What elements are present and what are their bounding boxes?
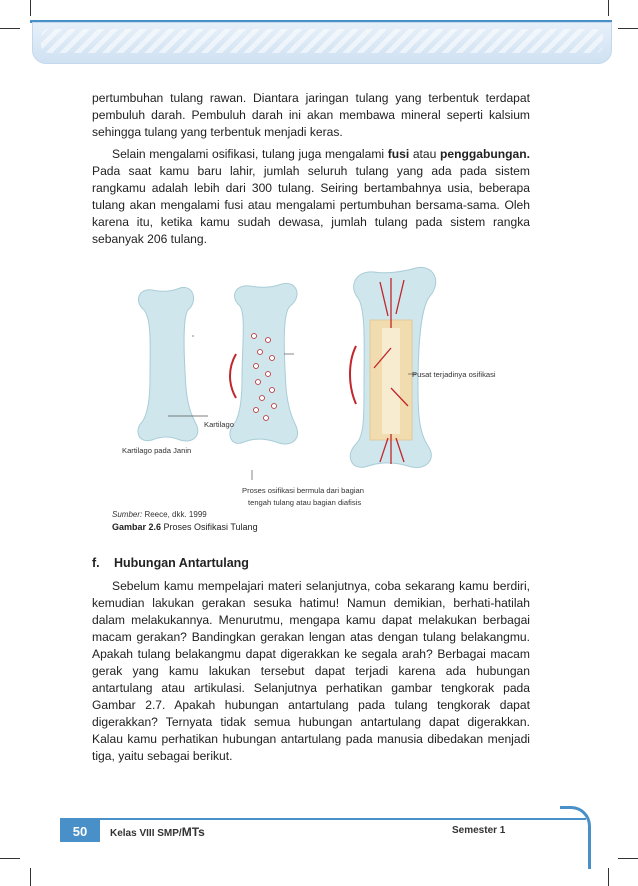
section-number: f. [92, 556, 100, 570]
crop-mark [30, 0, 31, 16]
label-kartilago: Kartilago [204, 420, 234, 429]
ossification-illustration [112, 258, 532, 508]
crop-mark [0, 858, 20, 859]
paragraph-text: Pada saat kamu baru lahir, jumlah seluruh tulang yang ada pada sistem rangkamu adalah lebih dari 300 tulang. Seiring bertambahnya usia, beberapa tulang akan mengalami fusi atau mengalami pertumbuhan bersama-sama. Oleh karena itu, ketika kamu sudah dewasa, jumlah tulang pada sistem rangka sebanyak 206 tulang. [92, 164, 530, 246]
footer-ornament [560, 806, 591, 869]
term-penggabungan: penggabungan. [439, 147, 530, 161]
medullary-cavity [382, 328, 400, 434]
footer-class [110, 825, 205, 839]
page-number: 50 [60, 820, 100, 842]
caption-text: Proses Osifikasi Tulang [161, 522, 258, 532]
paragraph-3 [92, 578, 530, 765]
footer-class-prefix: Kelas VIII SMP/ [110, 828, 182, 839]
cartilage-bone [138, 287, 198, 441]
footer-class-mts: MTs [181, 825, 205, 839]
paragraph-text: pertumbuhan tulang rawan. Diantara jaringan tulang yang terbentuk terdapat pembuluh darah. Pembuluh darah ini akan membawa mineral seperti kalsium sehingga tulang yang terbentuk menjadi keras. [92, 91, 530, 139]
source-prefix: Sumber: [112, 510, 143, 519]
crop-mark [608, 0, 609, 16]
paragraph-1 [92, 90, 530, 141]
figure-caption [112, 522, 258, 532]
label-proses-2: tengah tulang atau bagian diafisis [248, 498, 362, 507]
crop-mark [608, 868, 609, 886]
crop-mark [30, 868, 31, 886]
crop-mark [618, 28, 638, 29]
header-band [32, 22, 612, 64]
section-title: Hubungan Antartulang [114, 556, 249, 570]
ossification-figure [112, 258, 532, 540]
paragraph-text: Sebelum kamu mempelajari materi selanjutnya, coba sekarang kamu berdiri, kemudian lakukan gerakan sesuka hatimu! Namun demikian, berhati-hatilah dalam melakukannya. Menurutmu, mengapa kamu dapat melakukan berbagai macam gerakan? Bandingkan gerakan lengan atas dengan tulang belakangmu. Apakah tulang belakangmu dapat digerakkan ke segala arah? Berbagai macam gerak yang kamu lakukan tersebut dapat terjadi karena ada hubungan antartulang atau artikulasi. Selanjutnya perhatikan gambar tengkorak pada Gambar 2.7. Apakah hubungan antartulang pada tulang tengkorak dapat digerakkan? Ternyata tidak semua hubungan antartulang dapat digerakkan. Kalau kamu perhatikan hubungan antartulang pada manusia dibedakan menjadi tiga, yaitu sebagai berikut. [92, 579, 530, 763]
source-text: Reece, dkk. 1999 [142, 510, 207, 519]
blood-vessel [350, 346, 356, 404]
early-ossification-bone [230, 283, 298, 444]
paragraph-text: Selain mengalami osifikasi, tulang juga mengalami [112, 147, 388, 161]
paragraph-2 [92, 146, 530, 248]
footer-semester: Semester 1 [452, 825, 506, 836]
figure-source [112, 510, 207, 519]
section-heading [92, 556, 249, 570]
label-kartilago-janin: Kartilago pada Janin [122, 446, 192, 455]
caption-number: Gambar 2.6 [112, 522, 162, 532]
term-fusi: fusi [387, 147, 410, 161]
label-pusat-osifikasi: Pusat terjadinya osifikasi [412, 370, 496, 379]
paragraph-text: atau [409, 147, 440, 161]
blood-vessel [230, 354, 236, 398]
label-proses-1: Proses osifikasi bermula dari bagian [242, 486, 364, 495]
crop-mark [0, 28, 20, 29]
crop-mark [618, 858, 638, 859]
